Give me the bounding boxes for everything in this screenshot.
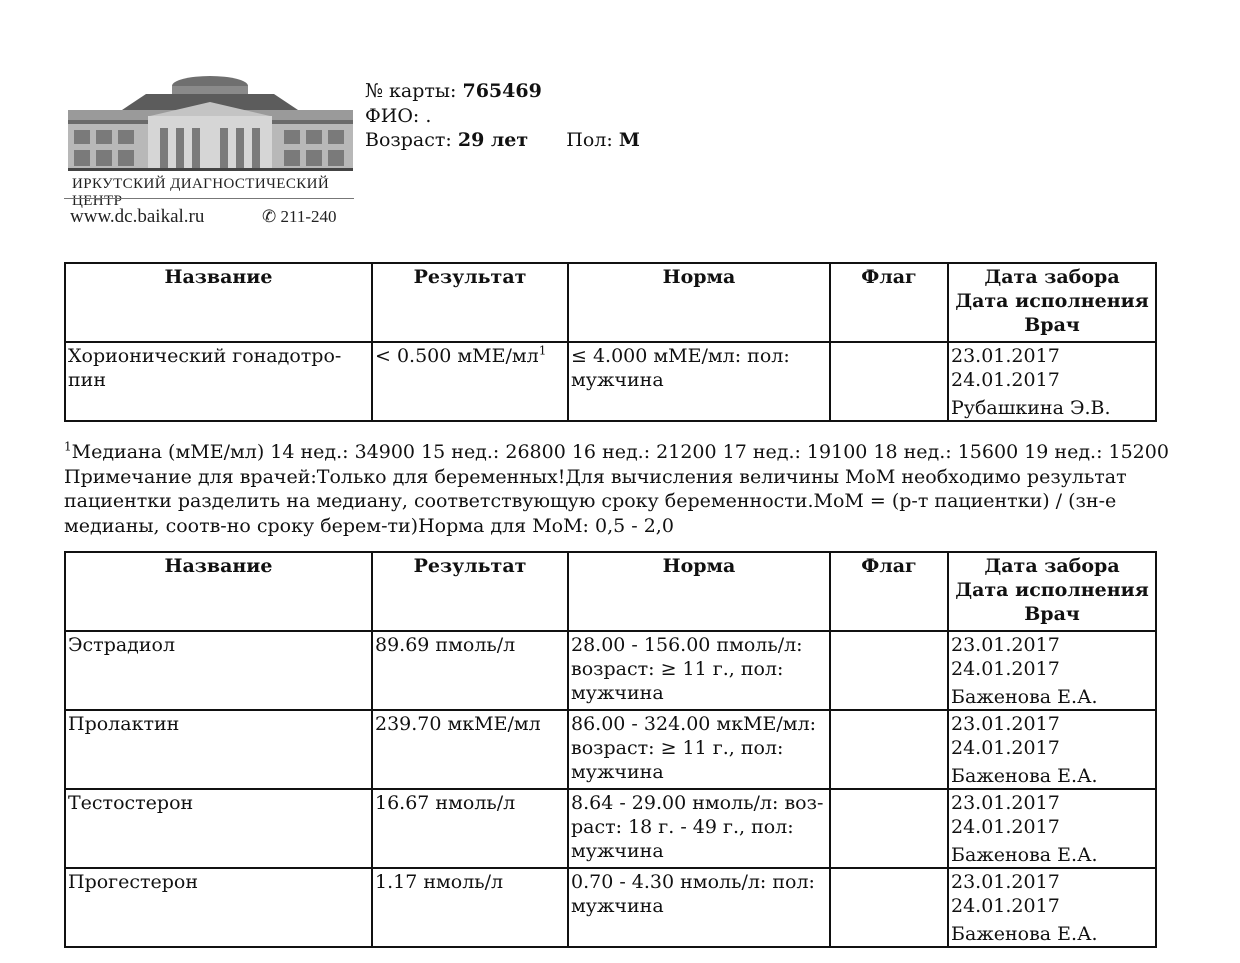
header-name: Название (65, 552, 372, 631)
test-flag (830, 631, 948, 710)
test-norm: ≤ 4.000 мМЕ/мл: пол: мужчина (568, 342, 830, 421)
clinic-logo (62, 70, 358, 238)
date-done: 24.01.2017 (951, 658, 1060, 680)
hormone-results-table (64, 551, 1157, 948)
sex-label: Пол: (566, 129, 613, 151)
table-header (65, 552, 1156, 631)
date-done: 24.01.2017 (951, 895, 1060, 917)
test-result: 1.17 нмоль/л (372, 868, 568, 947)
header-name: Название (65, 263, 372, 342)
header-doctor: Врач (1024, 314, 1080, 336)
table-row (65, 631, 1156, 710)
test-result-value: < 0.500 мМЕ/мл (375, 345, 539, 367)
table-header (65, 263, 1156, 342)
header-result: Результат (372, 263, 568, 342)
date-done: 24.01.2017 (951, 816, 1060, 838)
test-flag (830, 342, 948, 421)
test-dates (948, 868, 1156, 947)
clinic-website: www.dc.baikal.ru (70, 206, 205, 227)
test-name: Эстрадиол (65, 631, 372, 710)
header-flag: Флаг (830, 552, 948, 631)
test-norm: 0.70 - 4.30 нмоль/л: пол: мужчина (568, 868, 830, 947)
doctor-name: Рубашкина Э.В. (951, 397, 1111, 419)
building-logo-icon (68, 72, 353, 172)
clinic-name: ИРКУТСКИЙ ДИАГНОСТИЧЕСКИЙ ЦЕНТР (72, 176, 330, 209)
date-collected: 23.01.2017 (951, 792, 1060, 814)
footnote-marker: 1 (64, 439, 72, 454)
header-dates (948, 263, 1156, 342)
footnote-median-line (64, 440, 1184, 465)
test-name: Тестостерон (65, 789, 372, 868)
header-norm: Норма (568, 263, 830, 342)
logo-divider (64, 198, 354, 199)
clinic-phone: ✆ 211-240 (262, 207, 337, 226)
doctor-name: Баженова Е.А. (951, 686, 1098, 708)
test-result (372, 342, 568, 421)
header-date-collected: Дата забора (984, 555, 1120, 577)
doctor-name: Баженова Е.А. (951, 765, 1098, 787)
date-collected: 23.01.2017 (951, 871, 1060, 893)
test-dates (948, 789, 1156, 868)
doctor-name: Баженова Е.А. (951, 923, 1098, 945)
footnote-ref: 1 (538, 343, 547, 358)
date-done: 24.01.2017 (951, 737, 1060, 759)
date-collected: 23.01.2017 (951, 713, 1060, 735)
card-number-line (365, 79, 640, 104)
header-norm: Норма (568, 552, 830, 631)
test-flag (830, 789, 948, 868)
age-value: 29 лет (457, 129, 529, 151)
table-row (65, 710, 1156, 789)
patient-info (365, 79, 640, 153)
header-date-collected: Дата забора (984, 266, 1120, 288)
test-name: Хорионический гонадотро-пин (65, 342, 372, 421)
date-collected: 23.01.2017 (951, 634, 1060, 656)
test-dates (948, 631, 1156, 710)
doctor-name: Баженова Е.А. (951, 844, 1098, 866)
table-row (65, 868, 1156, 947)
test-dates (948, 710, 1156, 789)
header-result: Результат (372, 552, 568, 631)
footnote-doctor-note: Примечание для врачей:Только для беременных!Для вычисления величины МоМ необходимо результат пациентки разделить на медиану, соответствующую сроку беременности.МоМ = (р-т пациентки) / (зн-е медианы, соотв-но сроку берем-ти)Норма для МоМ: 0,5 - 2,0 (64, 465, 1127, 537)
age-sex-line (365, 128, 640, 153)
card-number-label: № карты: (365, 80, 457, 102)
test-norm: 28.00 - 156.00 пмоль/л: возраст: ≥ 11 г., пол: мужчина (568, 631, 830, 710)
test-result: 239.70 мкМЕ/мл (372, 710, 568, 789)
test-name: Пролактин (65, 710, 372, 789)
header-flag: Флаг (830, 263, 948, 342)
header-date-done: Дата исполнения (955, 579, 1149, 601)
header-date-done: Дата исполнения (955, 290, 1149, 312)
hcg-results-table (64, 262, 1157, 422)
header-dates (948, 552, 1156, 631)
test-flag (830, 868, 948, 947)
test-norm: 86.00 - 324.00 мкМЕ/мл: возраст: ≥ 11 г., пол: мужчина (568, 710, 830, 789)
footnote (64, 440, 1184, 538)
test-dates (948, 342, 1156, 421)
footnote-median-text: Медиана (мМЕ/мл) 14 нед.: 34900 15 нед.: 26800 16 нед.: 21200 17 нед.: 19100 18 нед.: 15600 19 нед.: 15200 (71, 441, 1169, 463)
table-row (65, 789, 1156, 868)
test-norm: 8.64 - 29.00 нмоль/л: воз-раст: 18 г. - 49 г., пол: мужчина (568, 789, 830, 868)
age-label: Возраст: (365, 129, 452, 151)
patient-name-value: . (425, 104, 432, 127)
patient-name-label: ФИО: (365, 104, 420, 127)
header-doctor: Врач (1024, 603, 1080, 625)
date-collected: 23.01.2017 (951, 345, 1060, 367)
test-name: Прогестерон (65, 868, 372, 947)
patient-name-line (365, 104, 640, 129)
test-flag (830, 710, 948, 789)
test-result: 16.67 нмоль/л (372, 789, 568, 868)
date-done: 24.01.2017 (951, 369, 1060, 391)
table-row (65, 342, 1156, 421)
sex-value: М (618, 129, 640, 151)
test-result: 89.69 пмоль/л (372, 631, 568, 710)
card-number-value: 765469 (462, 80, 542, 102)
